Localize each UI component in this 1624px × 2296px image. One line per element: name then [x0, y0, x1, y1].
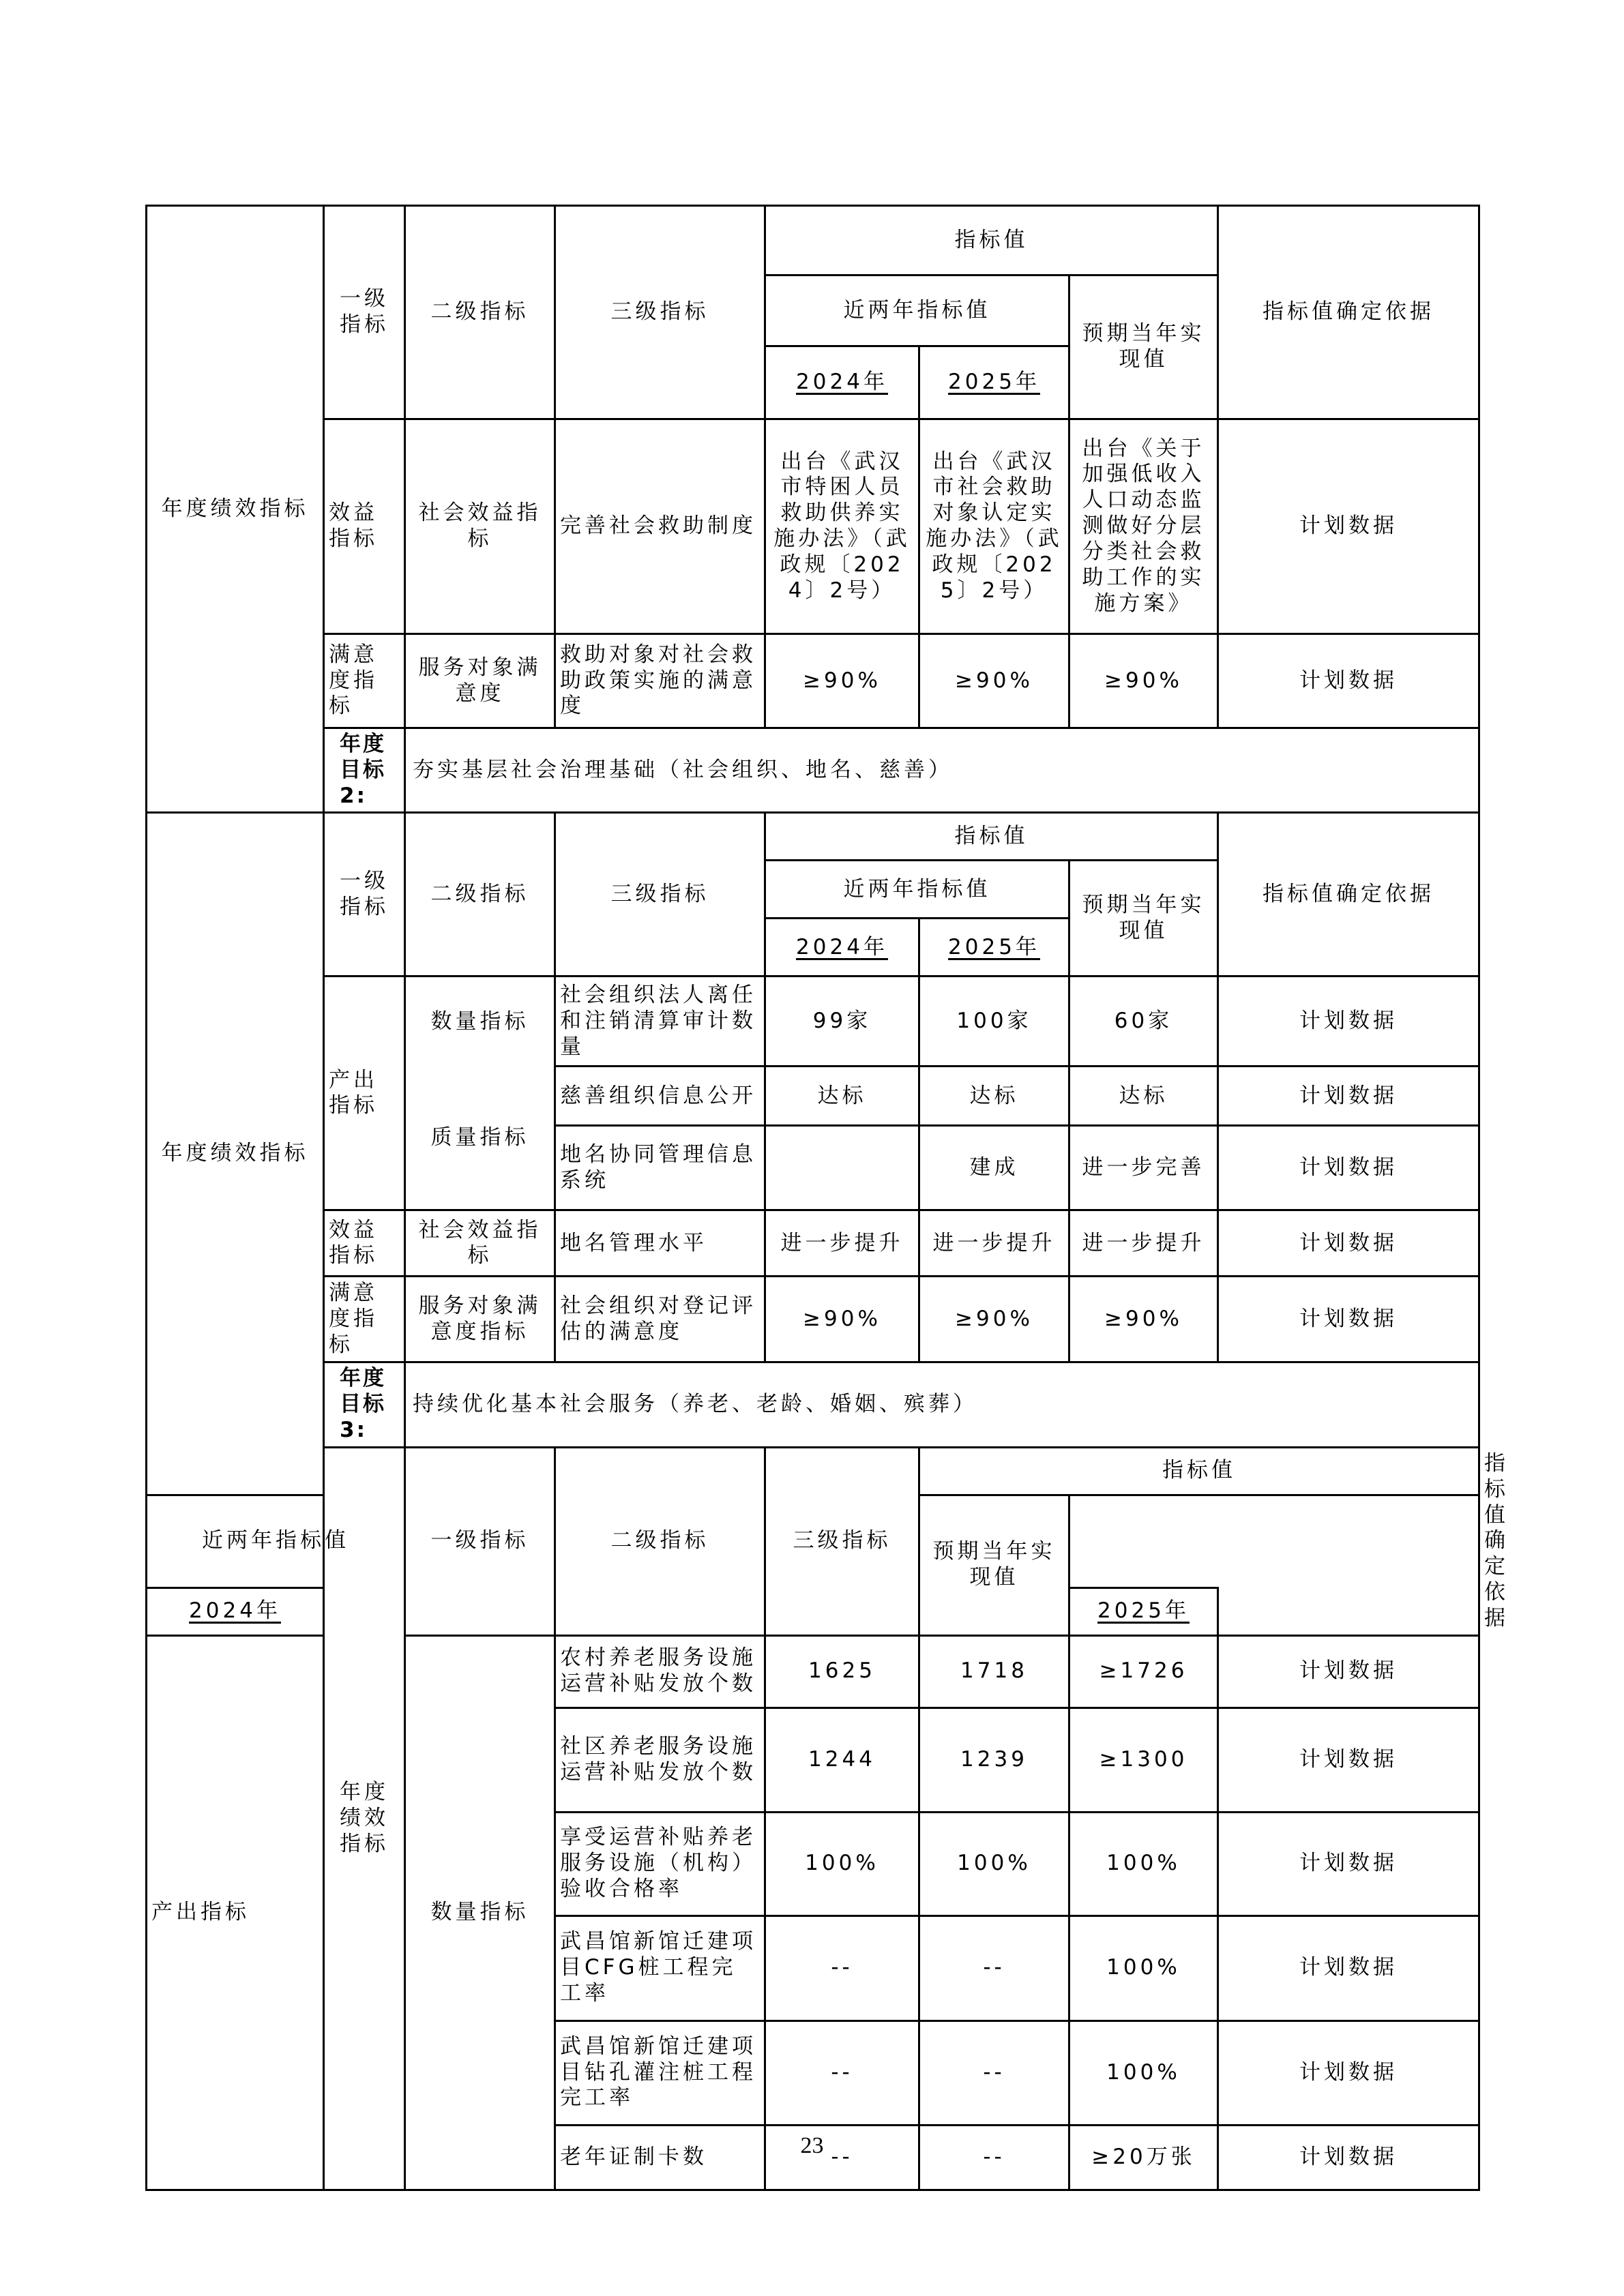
perf-indicator-label: 年度绩效指标	[147, 813, 324, 1495]
value-2025-cell: 100家	[919, 976, 1069, 1067]
level3-cell: 救助对象对社会救助政策实施的满意度	[555, 634, 765, 728]
header-year-2025: 2025年	[1069, 1587, 1218, 1635]
header-expected: 预期当年实现值	[919, 1495, 1069, 1635]
table-row	[147, 634, 1479, 728]
header-recent-two-years: 近两年指标值	[765, 861, 1069, 919]
value-2024-cell: 达标	[765, 1067, 919, 1126]
header-year-2024: 2024年	[765, 919, 919, 976]
goal-row	[147, 1362, 1479, 1447]
value-2024-cell: 100%	[765, 1812, 919, 1915]
header-year-2025: 2025年	[919, 346, 1069, 419]
value-2025-cell: 建成	[919, 1126, 1069, 1210]
header-level3: 三级指标	[555, 206, 765, 419]
table-row	[147, 1210, 1479, 1277]
value-2025-cell: --	[919, 2021, 1069, 2125]
basis-cell: 计划数据	[1218, 1067, 1479, 1126]
expected-cell: 100%	[1069, 2021, 1218, 2125]
header-row	[147, 813, 1479, 861]
level1-cell: 满意度指标	[324, 1277, 405, 1362]
value-2024-cell: 进一步提升	[765, 1210, 919, 1277]
basis-cell: 计划数据	[1218, 1708, 1479, 1812]
level2-cell: 服务对象满意度指标	[405, 1277, 555, 1362]
value-2025-cell: 1718	[919, 1635, 1069, 1708]
header-row	[147, 206, 1479, 275]
perf-indicator-label: 年度绩效指标	[147, 206, 324, 813]
basis-cell: 计划数据	[1218, 634, 1479, 728]
value-2024-cell: ≥90%	[765, 1277, 919, 1362]
basis-cell: 计划数据	[1218, 1126, 1479, 1210]
level2-cell: 质量指标	[405, 1067, 555, 1210]
level3-cell: 社会组织对登记评估的满意度	[555, 1277, 765, 1362]
basis-cell: 计划数据	[1218, 1277, 1479, 1362]
level3-cell: 享受运营补贴养老服务设施（机构）验收合格率	[555, 1812, 765, 1915]
header-level3: 三级指标	[555, 813, 765, 976]
header-level2: 二级指标	[555, 1447, 765, 1635]
header-expected: 预期当年实现值	[1069, 275, 1218, 419]
perf-indicator-label: 年度绩效指标	[324, 1447, 405, 2190]
value-2024-cell	[765, 1126, 919, 1210]
header-level1: 一级指标	[324, 206, 405, 419]
expected-cell: 出台《关于加强低收入人口动态监测做好分层分类社会救助工作的实施方案》	[1069, 419, 1218, 634]
performance-indicator-table	[145, 205, 1509, 2191]
header-indicator-value: 指标值	[765, 206, 1218, 275]
goal3-label: 年度目标3:	[324, 1362, 405, 1447]
value-2025-cell: 出台《武汉市社会救助对象认定实施办法》（武政规〔2025〕2号）	[919, 419, 1069, 634]
expected-cell: 进一步完善	[1069, 1126, 1218, 1210]
header-level2: 二级指标	[405, 813, 555, 976]
header-year-2024: 2024年	[147, 1587, 324, 1635]
level2-cell: 社会效益指标	[405, 1210, 555, 1277]
level3-cell: 地名协同管理信息系统	[555, 1126, 765, 1210]
header-level1: 一级指标	[405, 1447, 555, 1635]
level2-cell: 社会效益指标	[405, 419, 555, 634]
value-2024-cell: --	[765, 1915, 919, 2021]
goal2-label: 年度目标2:	[324, 728, 405, 813]
expected-cell: 达标	[1069, 1067, 1218, 1126]
level3-cell: 完善社会救助制度	[555, 419, 765, 634]
header-level3: 三级指标	[765, 1447, 919, 1635]
page-number: 23	[800, 2133, 824, 2158]
header-row: 年度绩效指标 一级指标 二级指标 三级指标 指标值 指标值确定依据	[147, 1447, 1479, 1495]
level1-cell: 满意度指标	[324, 634, 405, 728]
value-2024-cell: 1625	[765, 1635, 919, 1708]
expected-cell: ≥90%	[1069, 634, 1218, 728]
table-row	[147, 1277, 1479, 1362]
level3-cell: 社会组织法人离任和注销清算审计数量	[555, 976, 765, 1067]
value-2025-cell: --	[919, 2125, 1069, 2190]
header-basis: 指标值确定依据	[1218, 206, 1479, 419]
expected-cell: 100%	[1069, 1915, 1218, 2021]
level3-cell: 农村养老服务设施运营补贴发放个数	[555, 1635, 765, 1708]
expected-cell: 进一步提升	[1069, 1210, 1218, 1277]
basis-cell: 计划数据	[1218, 1915, 1479, 2021]
table-row	[147, 419, 1479, 634]
basis-cell: 计划数据	[1218, 1635, 1479, 1708]
header-recent-two-years: 近两年指标值	[147, 1495, 405, 1587]
level3-cell: 慈善组织信息公开	[555, 1067, 765, 1126]
level1-cell: 效益指标	[324, 1210, 405, 1277]
level3-cell: 老年证制卡数	[555, 2125, 765, 2190]
level2-cell: 数量指标	[405, 976, 555, 1067]
level3-cell: 地名管理水平	[555, 1210, 765, 1277]
header-year-2024: 2024年	[765, 346, 919, 419]
header-level1: 一级指标	[324, 813, 405, 976]
expected-cell: ≥90%	[1069, 1277, 1218, 1362]
value-2025-cell: 100%	[919, 1812, 1069, 1915]
header-basis: 指标值确定依据	[1218, 813, 1479, 976]
level3-cell: 社区养老服务设施运营补贴发放个数	[555, 1708, 765, 1812]
level3-cell: 武昌馆新馆迁建项目CFG桩工程完工率	[555, 1915, 765, 2021]
basis-cell: 计划数据	[1218, 976, 1479, 1067]
level1-cell: 效益指标	[324, 419, 405, 634]
header-recent-two-years: 近两年指标值	[765, 275, 1069, 346]
value-2024-cell: ≥90%	[765, 634, 919, 728]
basis-cell: 计划数据	[1218, 2021, 1479, 2125]
expected-cell: ≥1726	[1069, 1635, 1218, 1708]
header-expected: 预期当年实现值	[1069, 861, 1218, 976]
basis-cell: 计划数据	[1218, 1812, 1479, 1915]
goal2-text: 夯实基层社会治理基础（社会组织、地名、慈善）	[405, 728, 1479, 813]
basis-cell: 计划数据	[1218, 2125, 1479, 2190]
level2-cell: 数量指标	[405, 1635, 555, 2190]
value-2025-cell: ≥90%	[919, 634, 1069, 728]
goal3-text: 持续优化基本社会服务（养老、老龄、婚姻、殡葬）	[405, 1362, 1479, 1447]
header-year-2025: 2025年	[919, 919, 1069, 976]
basis-cell: 计划数据	[1218, 1210, 1479, 1277]
header-indicator-value: 指标值	[765, 813, 1218, 861]
value-2024-cell: 1244	[765, 1708, 919, 1812]
level1-cell: 产出指标	[324, 976, 405, 1210]
level3-cell: 武昌馆新馆迁建项目钻孔灌注桩工程完工率	[555, 2021, 765, 2125]
value-2025-cell: 进一步提升	[919, 1210, 1069, 1277]
expected-cell: ≥1300	[1069, 1708, 1218, 1812]
value-2025-cell: ≥90%	[919, 1277, 1069, 1362]
expected-cell: 100%	[1069, 1812, 1218, 1915]
expected-cell: 60家	[1069, 976, 1218, 1067]
goal-row	[147, 728, 1479, 813]
value-2025-cell: 1239	[919, 1708, 1069, 1812]
table-row	[147, 976, 1479, 1067]
basis-cell: 计划数据	[1218, 419, 1479, 634]
value-2024-cell: --	[765, 2021, 919, 2125]
level1-cell: 产出指标	[147, 1635, 324, 2190]
value-2025-cell: --	[919, 1915, 1069, 2021]
value-2024-cell: 出台《武汉市特困人员救助供养实施办法》（武政规〔2024〕2号）	[765, 419, 919, 634]
value-2025-cell: 达标	[919, 1067, 1069, 1126]
level2-cell: 服务对象满意度	[405, 634, 555, 728]
value-2024-cell: 99家	[765, 976, 919, 1067]
header-level2: 二级指标	[405, 206, 555, 419]
header-indicator-value: 指标值	[919, 1447, 1479, 1495]
value-2024-cell: --	[765, 2125, 919, 2190]
expected-cell: ≥20万张	[1069, 2125, 1218, 2190]
